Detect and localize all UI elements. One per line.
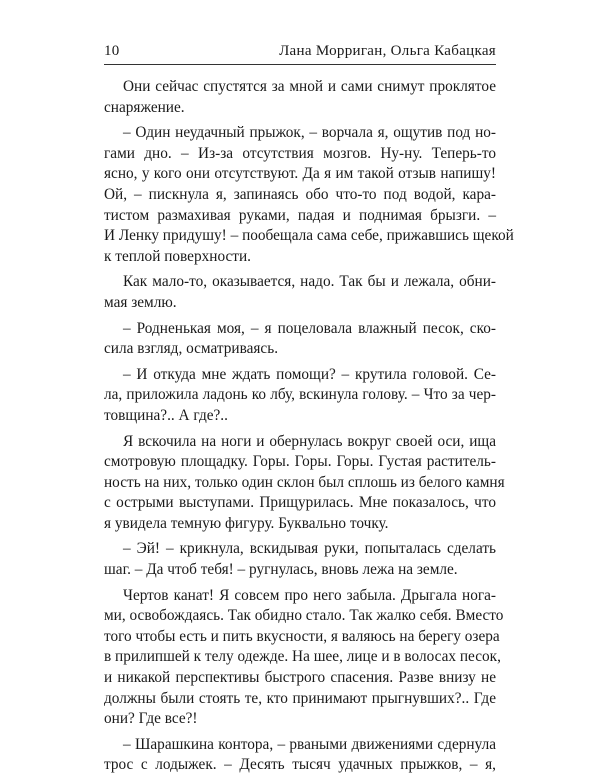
page-number: 10 (104, 43, 120, 59)
text-line: – Родненькая моя, – я поцеловала влажный песок, ско- (123, 319, 496, 337)
text-line: и никакой перспективы быстрого спасения. Разве внизу не (104, 669, 496, 687)
paragraph (104, 735, 496, 776)
text-line: – Один неудачный прыжок, – ворчала я, ощутив под но- (123, 124, 496, 142)
paragraph (104, 272, 496, 313)
text-line: тистом размахивая руками, падая и поднимая брызги. – (104, 206, 496, 224)
text-line: – И откуда мне ждать помощи? – крутила головой. Се- (123, 365, 496, 383)
text-line: гами дно. – Из-за отсутствия мозгов. Ну-ну. Теперь-то (104, 144, 496, 162)
text-line: того чтобы есть и пить вкусности, я валяюсь на берегу озера (104, 627, 500, 645)
paragraph (104, 123, 514, 267)
text-line: Они сейчас спустятся за мной и сами снимут проклятое (123, 78, 496, 95)
text-line: ясно, у кого они отсутствуют. Да я им такой отзыв напишу! (104, 165, 496, 183)
text-line: в прилипшей к телу одежде. На шее, лице и в волосах песок, (104, 648, 501, 666)
text-line: Ой, – пискнула я, запинаясь обо что-то под водой, кара- (104, 185, 496, 203)
text-line: сила взгляд, осматриваясь. (104, 340, 279, 358)
page-header (104, 42, 496, 65)
text-line: я увидела темную фигуру. Буквально точку. (104, 514, 389, 532)
text-line: товщина?.. А где?.. (104, 406, 228, 424)
text-line: ла, приложила ладонь ко лбу, вскинула голову. – Что за чер- (104, 386, 496, 404)
text-line: ми, освобождаясь. Так обидно стало. Так жалко себя. Вместо (104, 607, 504, 625)
text-line: ность на них, только один склон был сплошь из белого камня (104, 473, 505, 491)
text-line: Как мало-то, оказывается, надо. Так бы и лежала, обни- (123, 273, 496, 291)
text-line: – Шарашкина контора, – рваными движениями сдернула (123, 735, 496, 753)
paragraph (104, 432, 505, 535)
text-line: Чертов канат! Я совсем про него забыла. Дрыгала нога- (123, 586, 496, 604)
paragraph (104, 365, 496, 427)
running-head: Лана Морриган, Ольга Кабацкая (279, 43, 496, 59)
text-line: – Эй! – крикнула, вскидывая руки, попыталась сделать (123, 540, 496, 558)
text-line: с острыми выступами. Прищурилась. Мне показалось, что (104, 494, 496, 512)
text-line: они? Где все?! (104, 710, 198, 728)
paragraph (104, 77, 496, 118)
body-text (104, 77, 514, 781)
text-line: шаг. – Да чтоб тебя! – ругнулась, вновь лежа на земле. (104, 561, 458, 579)
text-line: трос с лодыжек. – Десять тысяч удачных прыжков, – я, (104, 756, 496, 774)
paragraph (104, 319, 496, 360)
text-line: к теплой поверхности. (104, 247, 251, 265)
text-line: Я вскочила на ноги и обернулась вокруг своей оси, ища (123, 432, 496, 450)
text-line: И Ленку придушу! – пообещала сама себе, прижавшись щекой (104, 227, 514, 245)
paragraph (104, 539, 496, 580)
text-line: смотровую площадку. Горы. Горы. Горы. Густая раститель- (104, 453, 496, 471)
text-line: мая землю. (104, 293, 177, 311)
text-line: снаряжение. (104, 98, 185, 116)
paragraph (104, 586, 504, 730)
text-line: должны были стоять те, кто принимают прыгнувших?.. Где (104, 689, 496, 707)
